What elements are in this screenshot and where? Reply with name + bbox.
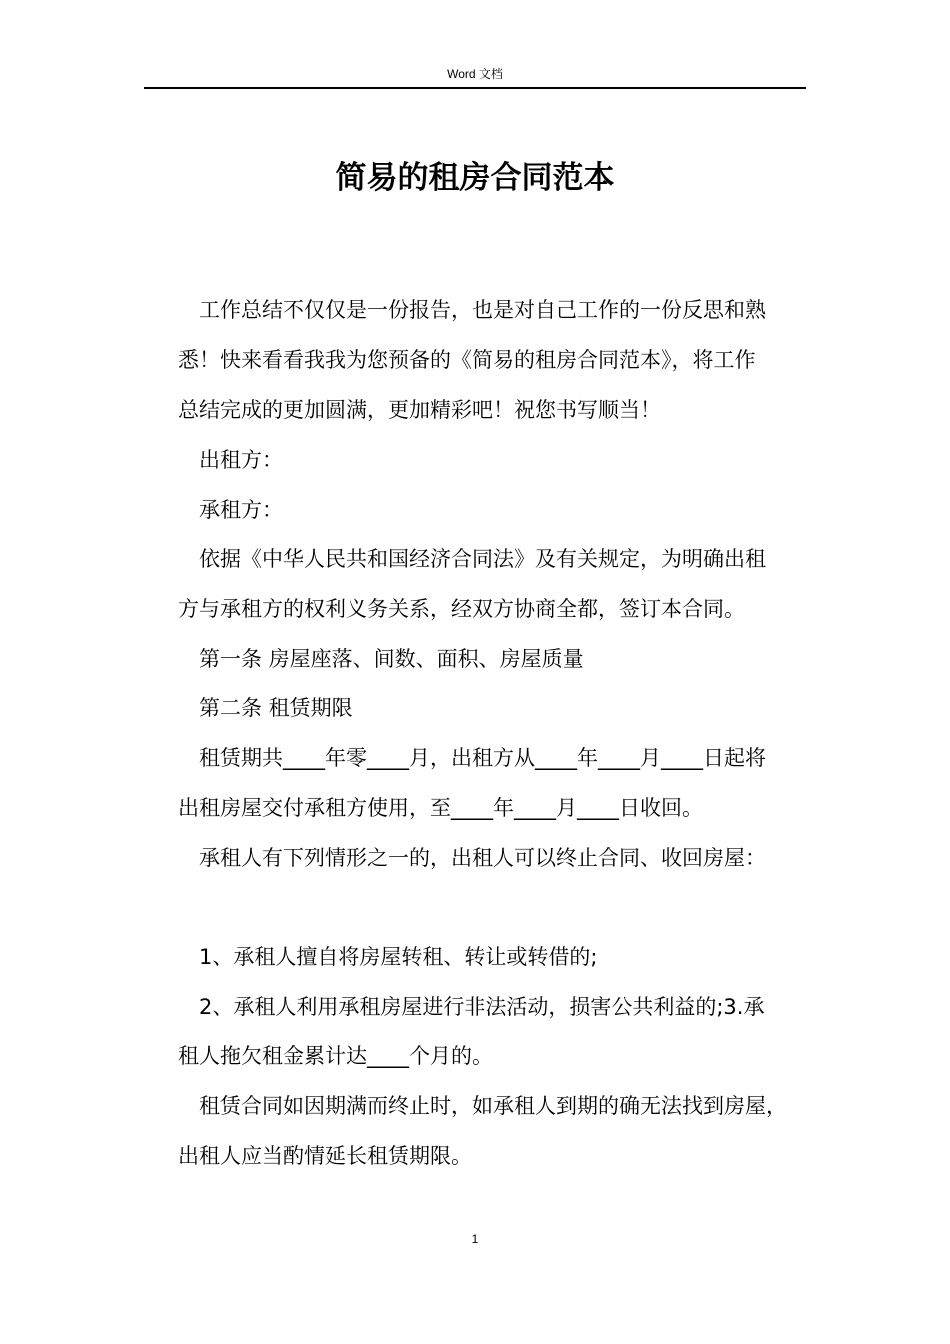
termination-item-2-line-1: 2、承租人利用承租房屋进行非法活动，损害公共利益的;3.承 [199,995,765,1019]
header-divider [144,87,806,89]
page-number: 1 [471,1232,479,1246]
expiry-line-1: 租赁合同如因期满而终止时，如承租人到期的确无法找到房屋， [199,1094,787,1118]
basis-line-1: 依据《中华人民共和国经济合同法》及有关规定，为明确出租 [199,547,766,571]
termination-item-1: 1、承租人擅自将房屋转租、转让或转借的; [199,945,598,969]
basis-line-2: 方与承租方的权利义务关系，经双方协商全都，签订本合同。 [178,597,745,621]
intro-line-3: 总结完成的更加圆满，更加精彩吧！祝您书写顺当！ [178,398,661,422]
article-1-heading: 第一条 房屋座落、间数、面积、房屋质量 [199,647,584,671]
lessor-label: 出租方： [199,448,283,472]
lessee-label: 承租方： [199,498,283,522]
lease-term-line-2: 出租房屋交付承租方使用，至____年____月____日收回。 [178,796,703,820]
termination-item-2-line-2: 租人拖欠租金累计达____个月的。 [178,1044,493,1068]
lease-term-line-1: 租赁期共____年零____月，出租方从____年____月____日起将 [199,746,766,770]
document-title: 简易的租房合同范本 [335,160,615,196]
termination-intro: 承租人有下列情形之一的，出租人可以终止合同、收回房屋： [199,846,766,870]
article-2-heading: 第二条 租赁期限 [199,696,353,720]
expiry-line-2: 出租人应当酌情延长租赁期限。 [178,1144,472,1168]
page-header: Word 文档 [447,67,503,81]
intro-line-1: 工作总结不仅仅是一份报告，也是对自己工作的一份反思和熟 [199,298,766,322]
intro-line-2: 悉！快来看看我我为您预备的《简易的租房合同范本》，将工作 [178,348,756,372]
